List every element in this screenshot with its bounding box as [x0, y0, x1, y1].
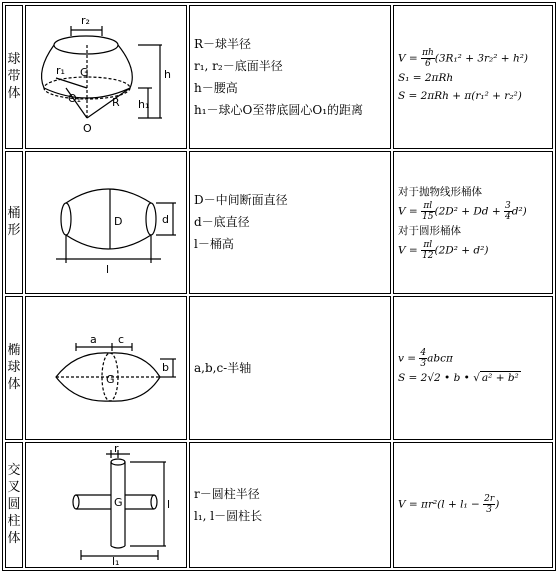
- label-O1: O₁: [68, 91, 82, 105]
- formula-cell: [393, 5, 553, 149]
- volume-formula-parabolic: V = $\frac{\pi l}{15}$ (2D² + Dd + $\frac{3}{4}$ d²): [398, 201, 527, 223]
- surface-area-formula: S = 2πRh + π(r₁² + r₂²): [398, 90, 522, 103]
- intersecting-cylinders-figure: [26, 444, 186, 565]
- description-cell: [189, 442, 391, 568]
- description-line: h－腰高: [194, 80, 238, 95]
- shape-name-char: 体: [7, 377, 21, 393]
- description-line: a,b,c-半轴: [194, 360, 252, 375]
- description-cell: [189, 151, 391, 295]
- figure-cell: [25, 296, 187, 440]
- label-O: O: [83, 121, 92, 135]
- shape-name-char: 柱: [7, 514, 21, 530]
- label-D: D: [114, 215, 123, 229]
- shape-name-char: 椭: [7, 343, 21, 359]
- surface-area-formula: S = 2√2 • b • √ a² + b²: [398, 372, 519, 385]
- label-G: G: [80, 65, 89, 79]
- spherical-zone-figure: [26, 8, 186, 146]
- shape-name-cell: [5, 296, 23, 440]
- volume-formula-circular: V = $\frac{\pi l}{12}$ (2D² + d²): [398, 240, 489, 262]
- description-line: R－球半径: [194, 36, 252, 51]
- table-row: [5, 151, 553, 295]
- shape-name-char: 球: [7, 52, 21, 68]
- label-R: R: [112, 95, 120, 109]
- volume-formula: v = $\frac{4}{3}$ abcπ: [398, 348, 453, 370]
- label-h: h: [164, 67, 171, 81]
- description-line: l₁, l－圆柱长: [194, 508, 263, 523]
- label-b: b: [162, 360, 169, 374]
- formula-cell: [393, 296, 553, 440]
- shape-name-cell: [5, 5, 23, 149]
- description-cell: [189, 296, 391, 440]
- formula-title: 对于圆形桶体: [398, 225, 461, 238]
- shape-name-cell: [5, 151, 23, 295]
- label-a: a: [90, 332, 97, 346]
- formula-title: 对于抛物线形桶体: [398, 186, 482, 199]
- description-line: l－桶高: [194, 237, 234, 252]
- side-area-formula: S₁ = 2πRh: [398, 72, 454, 85]
- description-line: D－中间断面直径: [194, 193, 288, 208]
- description-line: r－圆柱半径: [194, 486, 260, 501]
- label-h1: h₁: [138, 97, 150, 111]
- volume-formula: V = $\frac{\pi h}{6}$ (3R₁² + 3r₂² + h²): [398, 48, 529, 70]
- table-row: [5, 296, 553, 440]
- table-row: [5, 5, 553, 149]
- description-cell: [189, 5, 391, 149]
- barrel-figure: [26, 153, 186, 291]
- description-line: h₁－球心O至带底圆心O₁的距离: [194, 102, 364, 117]
- label-l: l: [106, 263, 110, 277]
- figure-cell: [25, 442, 187, 568]
- shape-name-char: 圆: [7, 497, 21, 513]
- label-l: l: [167, 498, 171, 512]
- shape-name-cell: [5, 442, 23, 568]
- label-c: c: [118, 332, 125, 346]
- shape-name-char: 交: [7, 463, 21, 479]
- shape-name-char: 形: [7, 223, 21, 239]
- label-d: d: [162, 213, 169, 227]
- volume-formula: V = πr²(l + l₁ − $\frac{2r}{3}$ ): [398, 494, 500, 516]
- shape-name-char: 叉: [7, 480, 21, 496]
- label-r: r: [114, 444, 119, 456]
- figure-cell: [25, 151, 187, 295]
- label-G: G: [106, 372, 115, 386]
- shape-name-char: 体: [7, 531, 21, 547]
- ellipsoid-figure: [26, 299, 186, 437]
- formula-cell: [393, 151, 553, 295]
- shape-name-char: 带: [7, 69, 21, 85]
- shape-name-char: 体: [7, 86, 21, 102]
- label-l1: l₁: [112, 555, 120, 566]
- formula-cell: [393, 442, 553, 568]
- shape-name-char: 桶: [7, 206, 21, 222]
- figure-cell: [25, 5, 187, 149]
- description-line: d－底直径: [194, 215, 250, 230]
- shape-name-char: 球: [7, 360, 21, 376]
- geometry-formula-table: [2, 2, 556, 571]
- label-G: G: [114, 496, 123, 510]
- table-row: [5, 442, 553, 568]
- description-line: r₁, r₂－底面半径: [194, 58, 283, 73]
- label-r2: r₂: [81, 13, 90, 27]
- label-r1: r₁: [56, 63, 65, 77]
